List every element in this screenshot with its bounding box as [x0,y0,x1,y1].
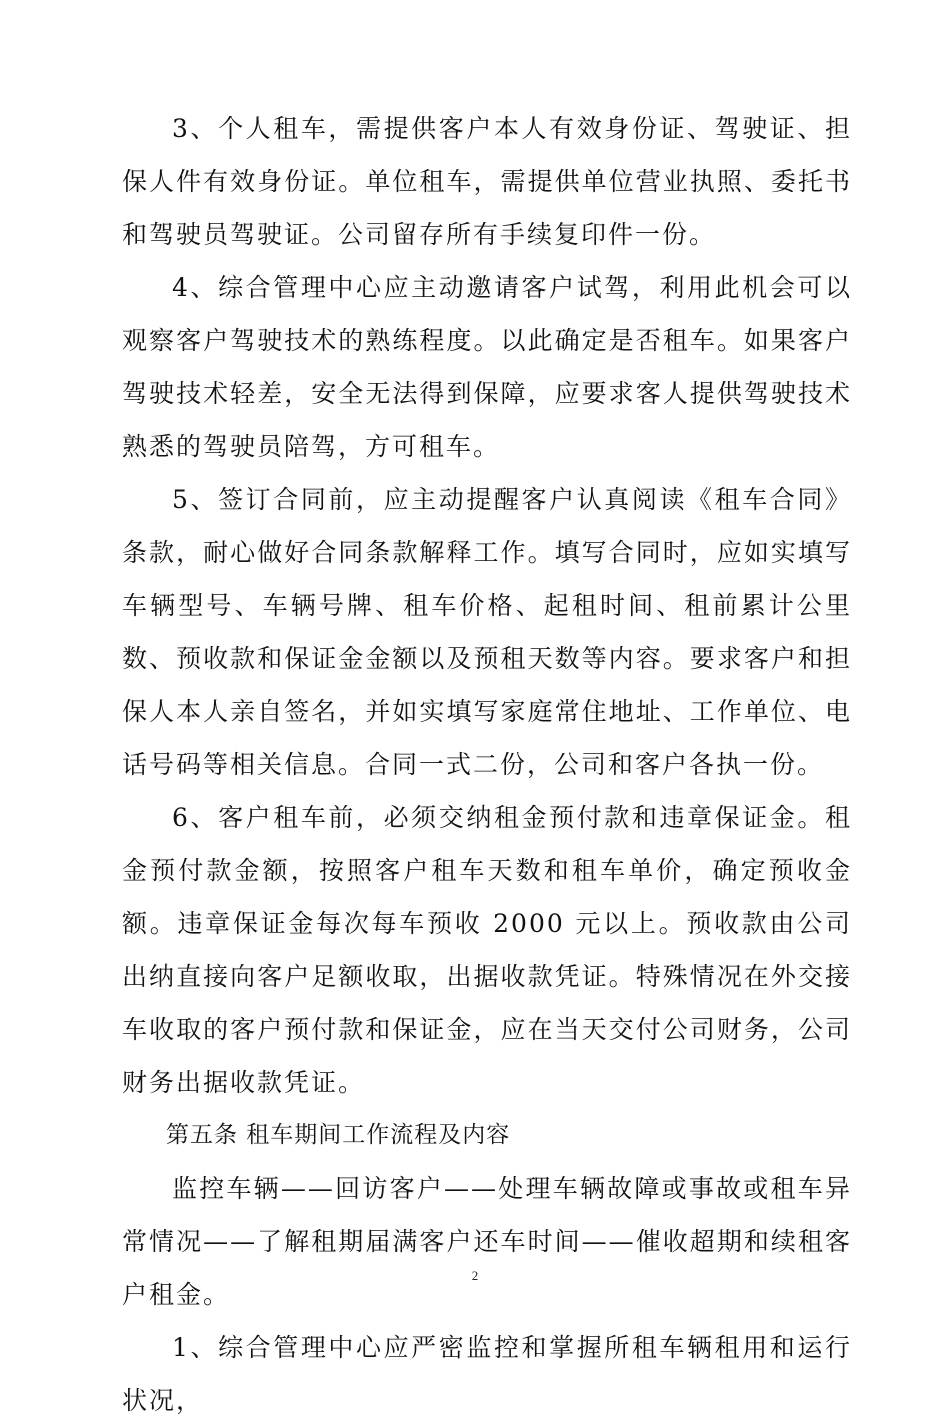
paragraph-item-6: 6、客户租车前，必须交纳租金预付款和违章保证金。租金预付款金额，按照客户租车天数和租车单价，确定预收金额。违章保证金每次每车预收 2000 元以上。预收款由公司出纳直接向客户足额收取，出据收款凭证。特殊情况在外交接车收取的客户预付款和保证金，应在当天交付公司财务，公司财务出据收款凭证。 [122,803,852,1097]
workflow-paragraph: 监控车辆——回访客户——处理车辆故障或事故或租车异常情况——了解租期届满客户还车时间——催收超期和续租客户租金。 [122,1174,852,1309]
section-heading: 第五条 租车期间工作流程及内容 [166,1122,511,1148]
page-number: 2 [471,1268,479,1283]
document-body [122,102,852,1427]
paragraph-item-3: 3、个人租车，需提供客户本人有效身份证、驾驶证、担保人件有效身份证。单位租车，需提供单位营业执照、委托书和驾驶员驾驶证。公司留存所有手续复印件一份。 [122,114,852,249]
paragraph-item-4: 4、综合管理中心应主动邀请客户试驾，利用此机会可以观察客户驾驶技术的熟练程度。以此确定是否租车。如果客户驾驶技术轻差，安全无法得到保障，应要求客人提供驾驶技术熟悉的驾驶员陪驾，方可租车。 [122,273,852,461]
paragraph-item-5: 5、签订合同前，应主动提醒客户认真阅读《租车合同》条款，耐心做好合同条款解释工作。填写合同时，应如实填写车辆型号、车辆号牌、租车价格、起租时间、租前累计公里数、预收款和保证金金额以及预租天数等内容。要求客户和担保人本人亲自签名，并如实填写家庭常住地址、工作单位、电话号码等相关信息。合同一式二份，公司和客户各执一份。 [122,485,852,779]
paragraph-item-1: 1、综合管理中心应严密监控和掌握所租车辆租用和运行状况， [122,1333,852,1415]
